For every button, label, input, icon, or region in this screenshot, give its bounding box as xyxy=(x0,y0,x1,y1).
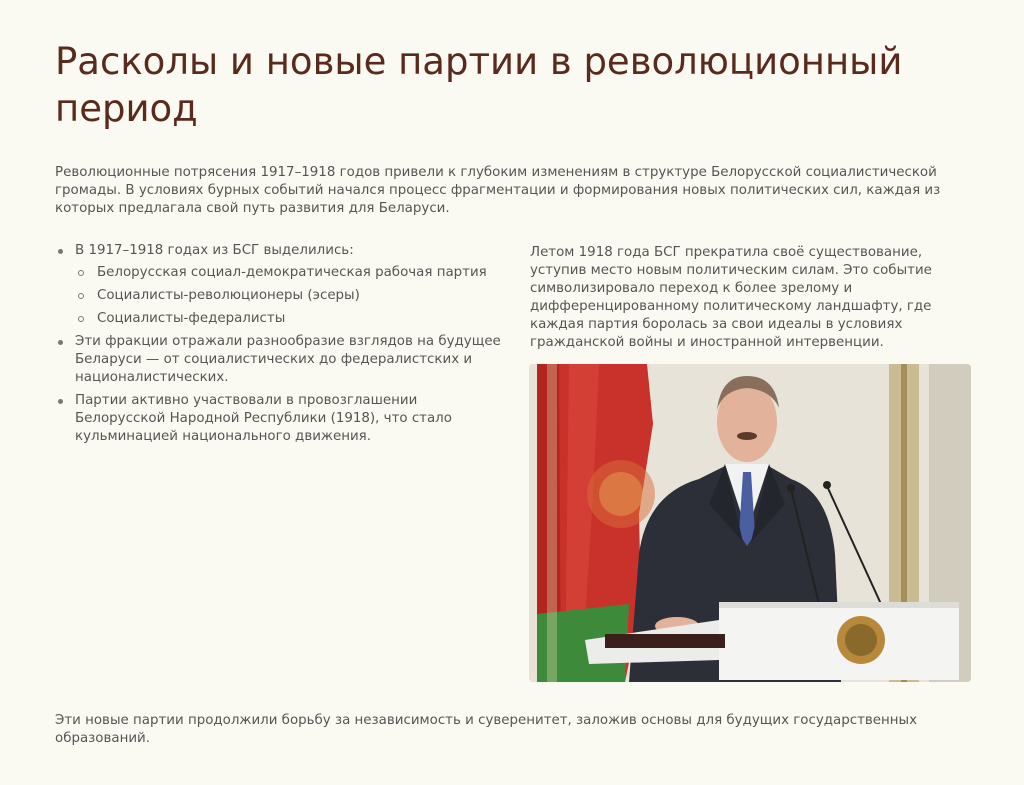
intro-paragraph: Революционные потрясения 1917–1918 годов привели к глубоким изменениям в структуре Белорусской социалистической громады. В условиях бурных событий начался процесс фрагментации и формирования новых политических сил, каждая из которых предлагала свой путь развития для Беларуси. xyxy=(55,165,941,216)
sub-bullet-item: Социалисты-революционеры (эсеры) xyxy=(75,287,505,305)
slide-title: Расколы и новые партии в революционный период xyxy=(55,40,903,130)
bullet-text: В 1917–1918 годах из БСГ выделились: xyxy=(75,243,354,258)
bullet-text: Эти фракции отражали разнообразие взглядов на будущее Беларуси — от социалистических до федералистских и националистических. xyxy=(75,334,501,385)
right-paragraph: Летом 1918 года БСГ прекратила своё существование, уступив место новым политическим силам. Это событие символизировало переход к более зрелому и дифференцированному политическому ландшафту, где каждая партия боролась за свои идеалы в условиях гражданской войны и иностранной интервенции. xyxy=(530,245,932,350)
bullet-item xyxy=(55,333,505,387)
sub-bullet-item: Социалисты-федералисты xyxy=(75,310,505,328)
bullet-item xyxy=(55,242,505,328)
footer-paragraph: Эти новые партии продолжили борьбу за независимость и суверенитет, заложив основы для будущих государственных образований. xyxy=(55,713,918,746)
bullet-item xyxy=(55,392,505,446)
bullet-text: Партии активно участвовали в провозглашении Белорусской Народной Республики (1918), что стало кульминацией национального движения. xyxy=(75,393,452,444)
sub-bullet-list xyxy=(75,264,505,328)
bullet-list xyxy=(55,242,505,451)
sub-bullet-item: Белорусская социал-демократическая рабочая партия xyxy=(75,264,505,282)
speaker-photo xyxy=(529,364,971,682)
speaker-photo-illustration xyxy=(529,364,971,682)
